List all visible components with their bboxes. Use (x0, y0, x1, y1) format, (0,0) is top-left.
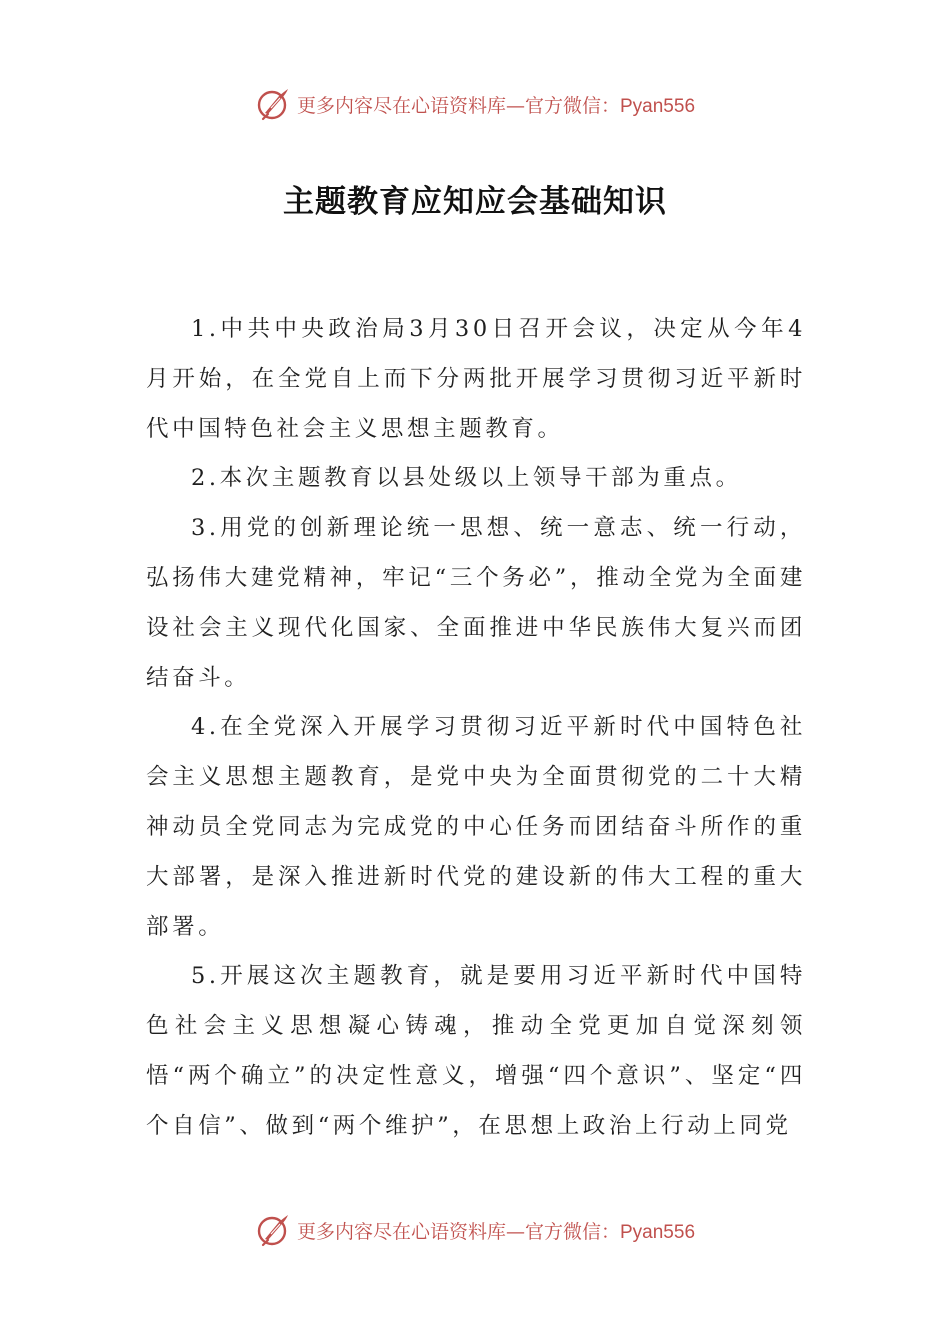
paragraph-1: 1.中共中央政治局3月30日召开会议，决定从今年4月开始，在全党自上而下分两批开展学习贯彻习近平新时代中国特色社会主义思想主题教育。 (146, 316, 806, 442)
header-wechat-id: Pyan556 (620, 95, 696, 117)
header-banner (0, 84, 950, 124)
footer-banner-text (297, 1217, 695, 1244)
paragraph-3: 3.用党的创新理论统一思想、统一意志、统一行动，弘扬伟大建党精神，牢记“三个务必”，推动全党为全面建设社会主义现代化国家、全面推进中华民族伟大复兴而团结奋斗。 (146, 515, 806, 691)
paragraph-2: 2.本次主题教育以县处级以上领导干部为重点。 (191, 465, 742, 492)
footer-banner-label: 更多内容尽在心语资料库—官方微信： (296, 1220, 620, 1243)
footer-banner (0, 1210, 950, 1250)
footer-wechat-id: Pyan556 (620, 1221, 696, 1243)
document-title: 主题教育应知应会基础知识 (283, 184, 667, 220)
document-body (146, 305, 806, 1152)
quill-pen-logo-icon (255, 86, 291, 122)
paragraph-5: 5.开展这次主题教育，就是要用习近平新时代中国特色社会主义思想凝心铸魂，推动全党更加自觉深刻领悟“两个确立”的决定性意义，增强“四个意识”、坚定“四个自信”、做到“两个维护”，在思想上政治上行动上同党 (146, 963, 806, 1139)
quill-pen-logo-icon (255, 1212, 291, 1248)
footer-banner-inner (255, 1212, 695, 1248)
paragraph-4: 4.在全党深入开展学习贯彻习近平新时代中国特色社会主义思想主题教育，是党中央为全面贯彻党的二十大精神动员全党同志为完成党的中心任务而团结奋斗所作的重大部署，是深入推进新时代党的建设新的伟大工程的重大部署。 (146, 714, 806, 940)
header-banner-inner (255, 86, 695, 122)
header-banner-text (297, 91, 695, 118)
header-banner-label: 更多内容尽在心语资料库—官方微信： (296, 94, 620, 117)
